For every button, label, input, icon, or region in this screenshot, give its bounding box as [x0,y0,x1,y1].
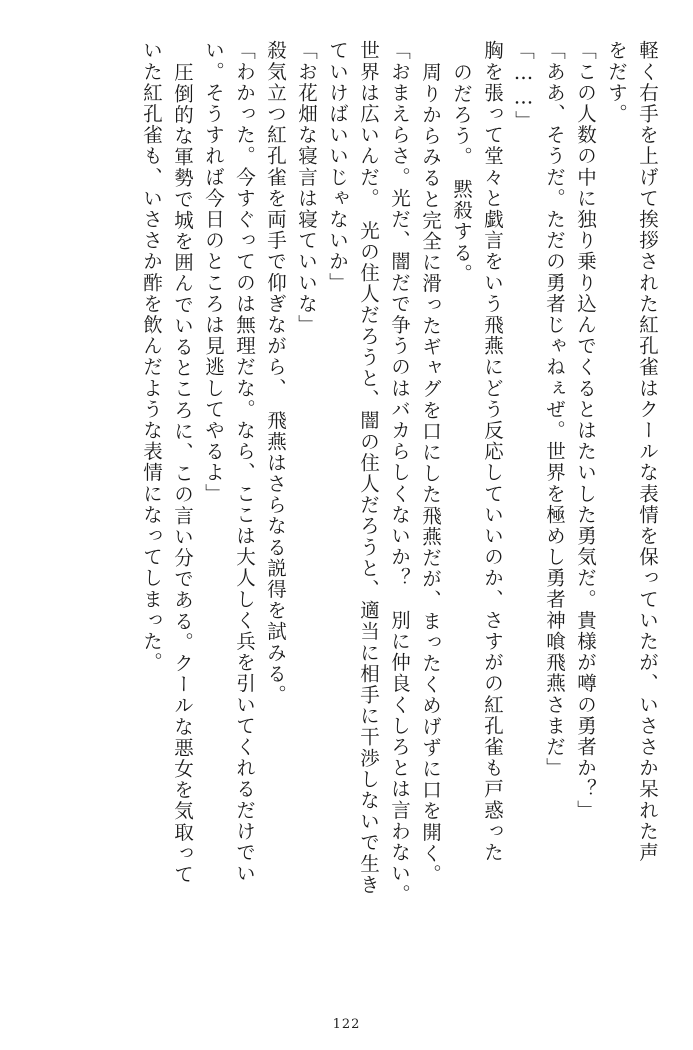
text-column: い。そうすれば今日のところは見逃してやるよ」 [202,40,225,505]
text-column: 「お花畑な寝言は寝ていいな」 [295,40,318,336]
text-column: 「……」 [512,40,535,132]
text-column: のだろう。 黙殺する。 [450,62,473,285]
text-column: 世界は広いんだ。 光の住人だろうと、闇の住人だろうと、適当に相手に干渉しないで生き [357,40,380,896]
text-column: 胸を張って堂々と戯言をいう飛燕にどう反応していいのか、さすがの紅孔雀も戸惑った [481,40,504,863]
vertical-text-block [36,40,657,1000]
text-column: ていけばいいじゃないか」 [326,40,349,294]
text-column: 「おまえらさ。光だ、闇だで争うのはバカらしくないか？ 別に仲良くしろとは言わない。 [388,40,411,906]
text-column: 軽く右手を上げて挨拶された紅孔雀はクールな表情を保っていたが、いささか呆れた声 [636,40,659,863]
text-column: 「わかった。今すぐってのは無理だな。なら、ここは大人しく兵を引いてくれるだけでい [233,40,256,884]
text-column: 「ああ、そうだ。ただの勇者じゃねぇぜ。世界を極めし勇者神喰飛燕さまだ」 [543,40,566,779]
text-column: 「この人数の中に独り乗り込んでくるとはたいした勇気だ。貴様が噂の勇者か？」 [574,40,597,821]
text-column: 圧倒的な軍勢で城を囲んでいるところに、この言い分である。クールな悪女を気取って [171,62,194,885]
text-column: 周りからみると完全に滑ったギャグを口にした飛燕だが、まったくめげずに口を開く。 [419,62,442,885]
text-column: いた紅孔雀も、いささか酢を飲んだような表情になってしまった。 [140,40,163,673]
page-number: 122 [332,1017,361,1032]
text-column: をだす。 [605,40,628,125]
text-column: 殺気立つ紅孔雀を両手で仰ぎながら、 飛燕はさらなる説得を試みる。 [264,40,287,706]
